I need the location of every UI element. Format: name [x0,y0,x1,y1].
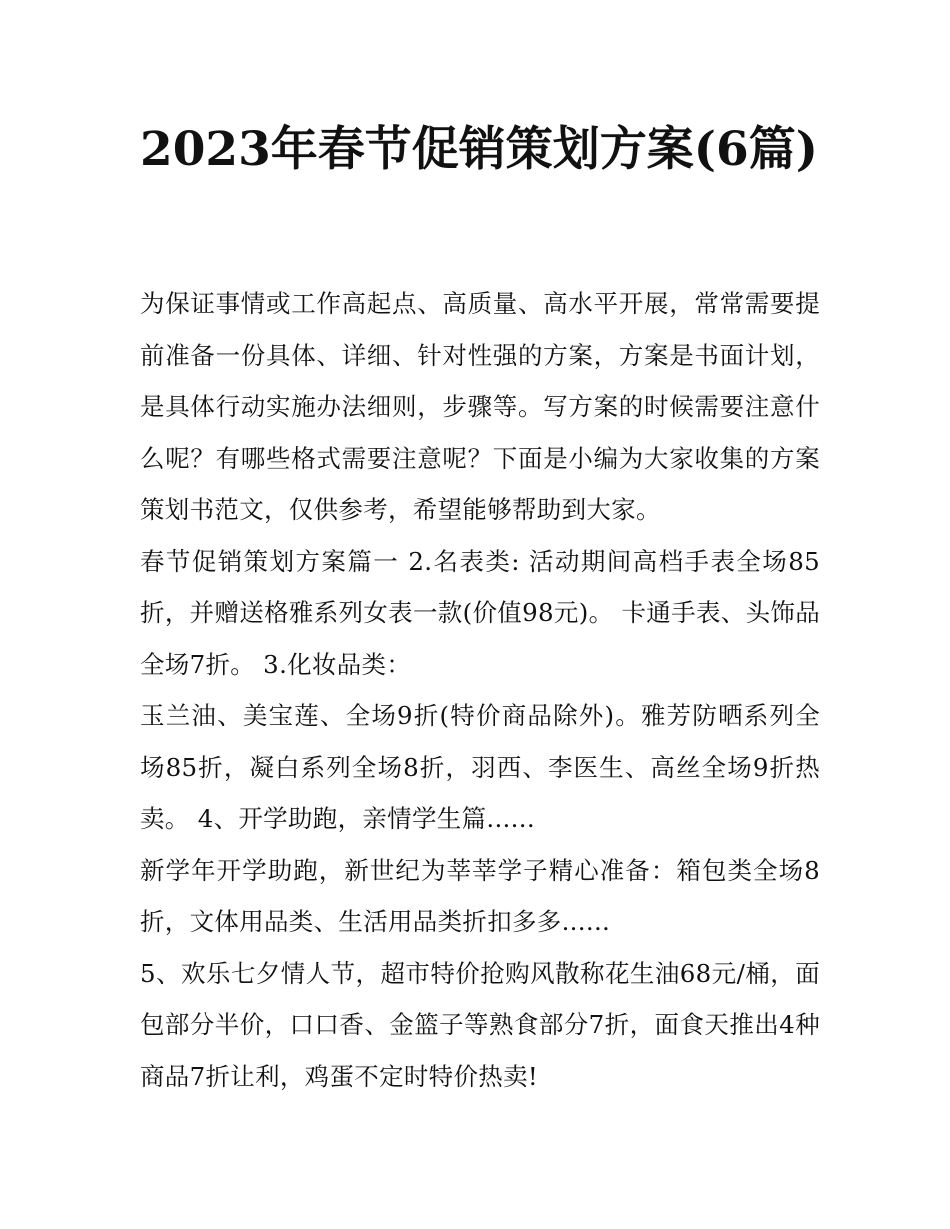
paragraph-watches-cosmetics: 春节促销策划方案篇一 2.名表类: 活动期间高档手表全场85折，并赠送格雅系列女表一款(价值98元)。 卡通手表、头饰品全场7折。 3.化妆品类： [140,546,820,679]
document-body [140,278,820,1102]
document-title: 2023年春节促销策划方案(6篇) [140,122,818,177]
paragraph-qixi-festival: 5、欢乐七夕情人节，超市特价抢购风散称花生油68元/桶，面包部分半价，口口香、金篮子等熟食部分7折，面食天推出4种商品7折让利，鸡蛋不定时特价热卖! [140,958,820,1091]
paragraph-cosmetics-discounts: 玉兰油、美宝莲、全场9折(特价商品除外)。雅芳防晒系列全场85折，凝白系列全场8折，羽西、李医生、高丝全场9折热卖。 4、开学助跑，亲情学生篇...... [140,701,820,833]
paragraph-intro: 为保证事情或工作高起点、高质量、高水平开展，常常需要提前准备一份具体、详细、针对性强的方案，方案是书面计划，是具体行动实施办法细则，步骤等。写方案的时候需要注意什么呢？有哪些格式需要注意呢？下面是小编为大家收集的方案策划书范文，仅供参考，希望能够帮助到大家。 [140,289,820,524]
paragraph-back-to-school: 新学年开学助跑，新世纪为莘莘学子精心准备：箱包类全场8折，文体用品类、生活用品类折扣多多...... [140,855,820,936]
